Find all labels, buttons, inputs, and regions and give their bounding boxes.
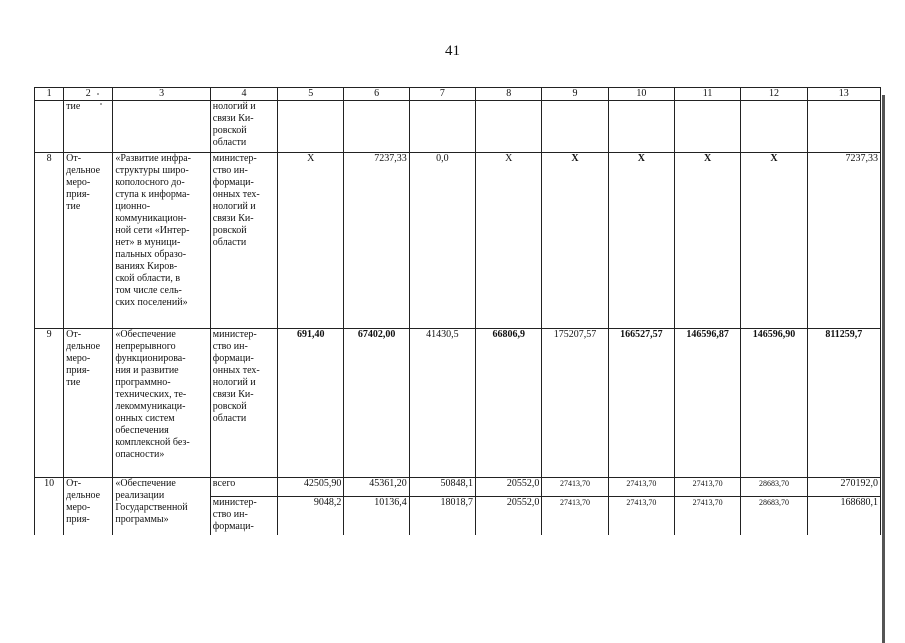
cell: [807, 101, 880, 153]
cell: [409, 101, 475, 153]
col-header: 5: [278, 88, 344, 101]
cell-value: 166527,57: [608, 329, 674, 478]
cell-executor: министер- ство ин- формаци-: [210, 497, 277, 535]
table-row: [35, 329, 881, 478]
cell-value: 146596,90: [741, 329, 807, 478]
cell-value: 41430,5: [409, 329, 475, 478]
col-header: 7: [409, 88, 475, 101]
cell-value: 67402,00: [344, 329, 409, 478]
table-row-total: [35, 478, 881, 497]
cell-value: 18018,7: [409, 497, 475, 535]
cell-value: X: [476, 153, 542, 329]
cell-value: 50848,1: [409, 478, 475, 497]
cell-value: 20552,0: [476, 478, 542, 497]
col-header: 4: [210, 88, 277, 101]
cell: [674, 101, 740, 153]
cell-value: 146596,87: [674, 329, 740, 478]
col-header: 9: [542, 88, 608, 101]
cell-value: 7237,33: [807, 153, 880, 329]
cell-value: X: [278, 153, 344, 329]
cell: [113, 101, 210, 153]
col-header: 6: [344, 88, 409, 101]
col-header: 8: [476, 88, 542, 101]
header-row: [35, 88, 881, 101]
cell-index: 8: [35, 153, 64, 329]
cell-value: 9048,2: [278, 497, 344, 535]
cell-name: «Развитие инфра- структуры широ- кополосного до- ступа к информа- ционно- коммуникацион- ной сети «Интер- нет» в муници- пальных образо- ваниях Киров- ской области, в том числе сель- ских поселений»: [113, 153, 210, 329]
cell-type: От- дельное меро- прия-: [64, 478, 113, 535]
col-header: 11: [674, 88, 740, 101]
cell: [35, 101, 64, 153]
table-row: [35, 153, 881, 329]
cell: [344, 101, 409, 153]
cell-value: 10136,4: [344, 497, 409, 535]
cell-value: 27413,70: [542, 497, 608, 535]
cell-index: 9: [35, 329, 64, 478]
cell-index: 10: [35, 478, 64, 535]
cell-executor: министер- ство ин- формаци- онных тех- нологий и связи Ки- ровской области: [210, 329, 277, 478]
cell-value: 7237,33: [344, 153, 409, 329]
cell-value: 27413,70: [674, 478, 740, 497]
col-header: 13: [807, 88, 880, 101]
cell-value: 27413,70: [608, 497, 674, 535]
cell: [608, 101, 674, 153]
cell-name: «Обеспечение непрерывного функционирова- ния и развитие программно- технических, те- лекоммуникаци- онных систем обеспечения комплексной без- опасности»: [113, 329, 210, 478]
cell-type: От- дельное меро- прия- тие: [64, 329, 113, 478]
cell-value: 270192,0: [807, 478, 880, 497]
cell-value: X: [542, 153, 608, 329]
cell-value: 28683,70: [741, 497, 807, 535]
cell-value: X: [741, 153, 807, 329]
cell-value: 691,40: [278, 329, 344, 478]
cell-value: 27413,70: [542, 478, 608, 497]
cell-name: «Обеспечение реализации Государственной программы»: [113, 478, 210, 535]
cell-executor: нологий и связи Ки- ровской области: [210, 101, 277, 153]
cell-type: тие: [64, 101, 113, 153]
cell-value: 28683,70: [741, 478, 807, 497]
cell: [741, 101, 807, 153]
cell-value: 20552,0: [476, 497, 542, 535]
cell-value: 42505,90: [278, 478, 344, 497]
cell: [476, 101, 542, 153]
cell-value: 66806,9: [476, 329, 542, 478]
cell: [278, 101, 344, 153]
col-header: 3: [113, 88, 210, 101]
cell-value: 811259,7: [807, 329, 880, 478]
cell-executor: министер- ство ин- формаци- онных тех- нологий и связи Ки- ровской области: [210, 153, 277, 329]
cell-executor: всего: [210, 478, 277, 497]
col-header: 12: [741, 88, 807, 101]
page-number: 41: [445, 43, 460, 59]
cell-value: X: [608, 153, 674, 329]
col-header: 2: [64, 88, 113, 101]
cell-value: 0,0: [409, 153, 475, 329]
cell-type: От- дельное меро- прия- тие: [64, 153, 113, 329]
cell-value: 27413,70: [608, 478, 674, 497]
cell-value: 168680,1: [807, 497, 880, 535]
cell-value: X: [674, 153, 740, 329]
cell-value: 175207,57: [542, 329, 608, 478]
scan-edge-line: [882, 95, 885, 643]
col-header: 10: [608, 88, 674, 101]
col-header: 1: [35, 88, 64, 101]
cell-value: 27413,70: [674, 497, 740, 535]
cell: [542, 101, 608, 153]
cell-value: 45361,20: [344, 478, 409, 497]
program-table: [34, 87, 881, 535]
table-row-continued: [35, 101, 881, 153]
